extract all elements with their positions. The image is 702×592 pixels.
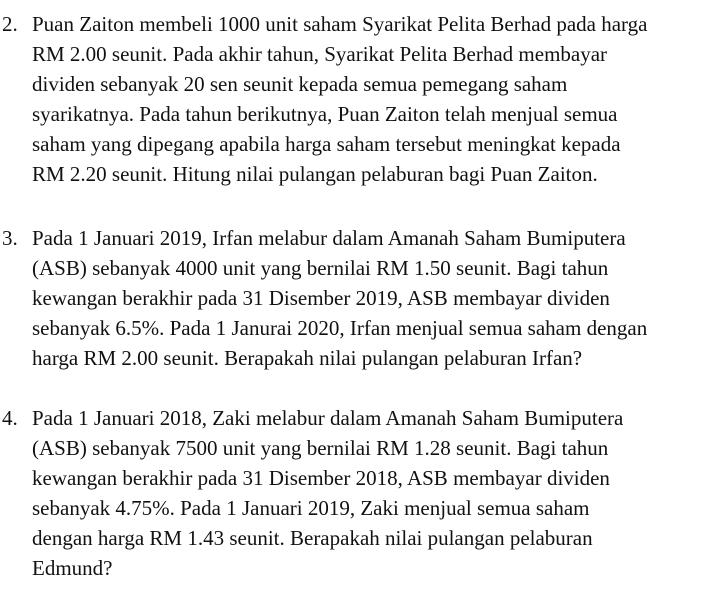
- question-number: 4.: [2, 406, 18, 430]
- question-line: (ASB) sebanyak 4000 unit yang bernilai RM 1.50 seunit. Bagi tahun: [32, 256, 609, 280]
- question-line: Pada 1 Januari 2019, Irfan melabur dalam Amanah Saham Bumiputera: [32, 226, 626, 250]
- question-line: syarikatnya. Pada tahun berikutnya, Puan Zaiton telah menjual semua: [32, 102, 618, 126]
- question-line: dengan harga RM 1.43 seunit. Berapakah nilai pulangan pelaburan: [32, 526, 593, 550]
- question-line: kewangan berakhir pada 31 Disember 2018, ASB membayar dividen: [32, 466, 610, 490]
- question-line: harga RM 2.00 seunit. Berapakah nilai pulangan pelaburan Irfan?: [32, 346, 583, 370]
- question-line: sebanyak 4.75%. Pada 1 Januari 2019, Zaki menjual semua saham: [32, 496, 590, 520]
- question-line: dividen sebanyak 20 sen seunit kepada semua pemegang saham: [32, 72, 568, 96]
- question-line: saham yang dipegang apabila harga saham tersebut meningkat kepada: [32, 132, 621, 156]
- question-line: Edmund?: [32, 556, 113, 580]
- question-line: sebanyak 6.5%. Pada 1 Janurai 2020, Irfan menjual semua saham dengan: [32, 316, 648, 340]
- question-number: 3.: [2, 226, 18, 250]
- question-line: Puan Zaiton membeli 1000 unit saham Syarikat Pelita Berhad pada harga: [32, 12, 648, 36]
- question-text: [32, 403, 623, 583]
- question-number: 2.: [2, 12, 18, 36]
- question-line: RM 2.20 seunit. Hitung nilai pulangan pelaburan bagi Puan Zaiton.: [32, 162, 598, 186]
- question-line: RM 2.00 seunit. Pada akhir tahun, Syarikat Pelita Berhad membayar: [32, 42, 608, 66]
- question-text: [32, 9, 647, 189]
- question-line: (ASB) sebanyak 7500 unit yang bernilai RM 1.28 seunit. Bagi tahun: [32, 436, 609, 460]
- question-text: [32, 223, 647, 373]
- question-line: kewangan berakhir pada 31 Disember 2019, ASB membayar dividen: [32, 286, 610, 310]
- question-line: Pada 1 Januari 2018, Zaki melabur dalam Amanah Saham Bumiputera: [32, 406, 624, 430]
